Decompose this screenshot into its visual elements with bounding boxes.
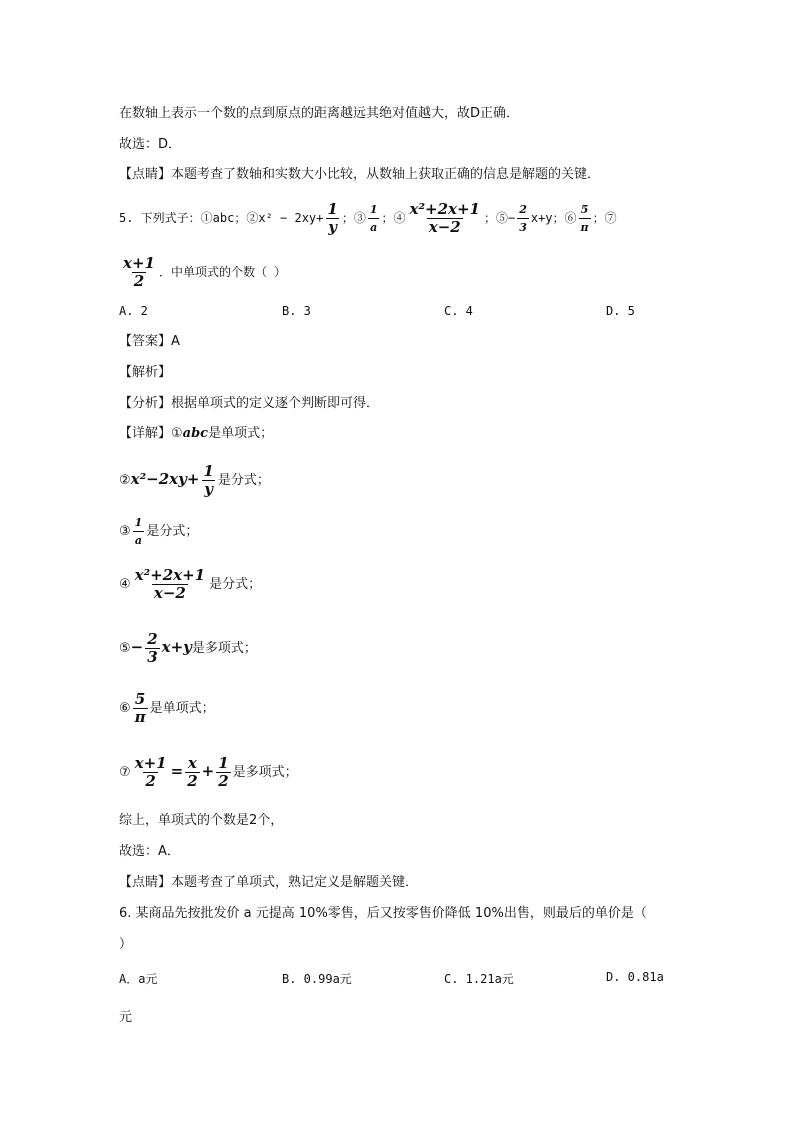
detail-7: ⑦ $\frac{x+1}{2}$ = $\frac{x}{2}$ + $\frac{1}{2}$ 是多项式； [119,754,298,790]
option-b: B. 3 [282,304,311,318]
choose: 故选：A． [119,844,180,859]
q6-option-d: D. 0.81a [606,970,664,984]
text-line: 【点睛】本题考查了数轴和实数大小比较，从数轴上获取正确的信息是解题的关键． [119,167,601,182]
fraction-5-over-pi: $\frac{5}{\pi}$ [580,203,589,234]
q5-prefix: 5. 下列式子：①abc；②x² − 2xy+ [119,211,324,225]
detail-3: ③ $\frac{1}{a}$ 是分式； [119,516,199,547]
q6-option-d-unit: 元 [119,1010,133,1025]
question-6: 6. 某商品先按批发价 a 元提高 10%零售，后又按零售价降低 10%出售，则最后的单价是（ [119,906,647,921]
option-a: A. 2 [119,304,148,318]
option-c: C. 4 [444,304,473,318]
option-d: D. 5 [606,304,635,318]
q6-option-a: A．a元 [119,972,158,986]
question-5-cont: $\frac{x+1}{2}$ ．中单项式的个数（ ） [123,254,287,290]
text-line: 故选：D． [119,137,182,152]
summary: 综上，单项式的个数是2个， [119,813,284,828]
dianjing: 【点睛】本题考查了单项式，熟记定义是解题关键． [119,875,419,890]
fraction-2-over-3: $\frac{2}{3}$ [519,203,527,234]
q6-option-b: B. 0.99a元 [282,972,352,986]
analysis-text: 【分析】根据单项式的定义逐个判断即可得． [119,396,380,411]
detail-1: 【详解】①abc是单项式； [119,426,274,441]
fraction-1-over-y: $\frac{1}{y}$ [327,200,338,236]
detail-6: ⑥ $\frac{5}{\pi}$ 是单项式； [119,690,215,726]
detail-2: ②x²−2xy+ $\frac{1}{y}$ 是分式； [119,462,270,498]
text-line: 在数轴上表示一个数的点到原点的距离越远其绝对值越大，故D正确． [119,106,520,121]
analysis-heading: 【解析】 [119,365,172,380]
detail-4: ④ $\frac{\text{x²+2x+1}}{x-2}$ 是分式； [119,566,262,602]
answer: 【答案】A [119,334,180,349]
detail-5: ⑤− $\frac{2}{3}$ x+y是多项式； [119,630,257,666]
fraction-4: $\frac{\text{x²+2x+1}}{x-2}$ [409,200,480,236]
q6-option-c: C. 1.21a元 [444,972,514,986]
fraction-1-over-a: $\frac{1}{a}$ [369,203,378,234]
question-5: 5. 下列式子：①abc；②x² − 2xy+ $\frac{1}{y}$ ；③ $\frac{1}{a}$ ；④ $\frac{\text{x²+2x+1}}{x-2}$ ；⑤− $\frac{2}{3}$ x+y；⑥ $\frac{5}{\pi}$ ；⑦ [119,200,617,236]
fraction-7: $\frac{x+1}{2}$ [123,254,155,290]
question-6-close: ） [119,937,133,952]
